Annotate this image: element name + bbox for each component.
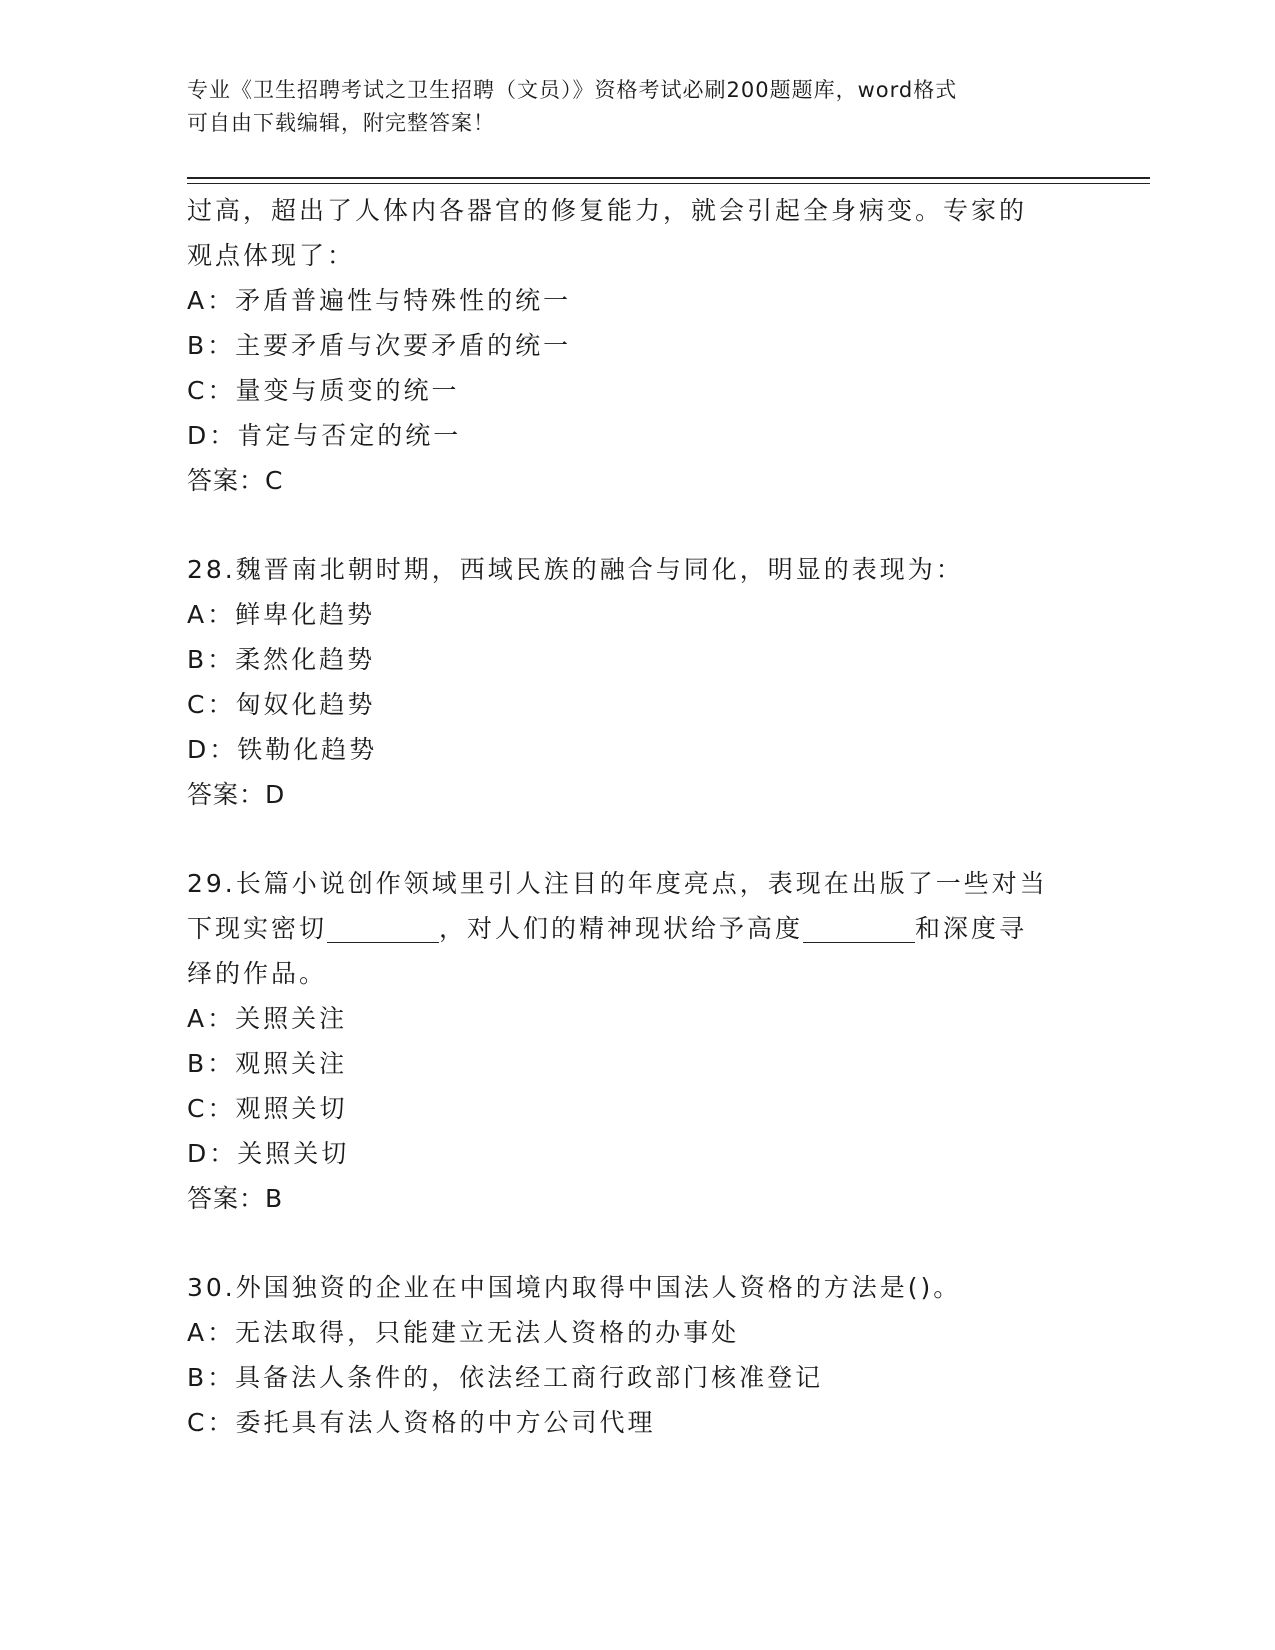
option-a: A：鲜卑化趋势: [187, 600, 376, 629]
question-list: [187, 188, 1087, 1445]
question-28: [187, 547, 1087, 817]
question-29: [187, 861, 1087, 1221]
answer-label: 答案：D: [187, 780, 286, 809]
option-b: B：主要矛盾与次要矛盾的统一: [187, 331, 572, 360]
header-subtitle-line: 可自由下载编辑，附完整答案！: [187, 111, 495, 135]
stem-text: 下现实密切: [187, 914, 328, 943]
document-header: [187, 74, 1087, 140]
question-30: [187, 1265, 1087, 1445]
answer-label: 答案：C: [187, 466, 284, 495]
question-stem: 观点体现了：: [187, 241, 356, 270]
question-27: [187, 188, 1087, 503]
question-stem: 过高，超出了人体内各器官的修复能力，就会引起全身病变。专家的: [187, 196, 1028, 225]
option-b: B：具备法人条件的，依法经工商行政部门核准登记: [187, 1363, 824, 1392]
question-stem: 绎的作品。: [187, 959, 328, 988]
question-stem: 30.外国独资的企业在中国境内取得中国法人资格的方法是()。: [187, 1273, 962, 1302]
option-d: D：铁勒化趋势: [187, 735, 378, 764]
option-b: B：观照关注: [187, 1049, 348, 1078]
fill-in-blank: [327, 912, 439, 943]
option-a: A：矛盾普遍性与特殊性的统一: [187, 286, 572, 315]
header-divider-thick: [187, 177, 1150, 179]
option-a: A：无法取得，只能建立无法人资格的办事处: [187, 1318, 740, 1347]
option-d: D：关照关切: [187, 1139, 350, 1168]
option-c: C：量变与质变的统一: [187, 376, 460, 405]
fill-in-blank: [803, 912, 915, 943]
question-stem: 28.魏晋南北朝时期，西域民族的融合与同化，明显的表现为：: [187, 555, 964, 584]
option-c: C：匈奴化趋势: [187, 690, 376, 719]
stem-text: ，对人们的精神现状给予高度: [439, 914, 804, 943]
header-title-line: 专业《卫生招聘考试之卫生招聘（文员）》资格考试必刷200题题库，word格式: [187, 78, 958, 102]
option-c: C：委托具有法人资格的中方公司代理: [187, 1408, 656, 1437]
question-stem-with-blanks: [187, 906, 1087, 951]
header-divider-thin: [187, 183, 1150, 184]
question-stem: 29.长篇小说创作领域里引人注目的年度亮点，表现在出版了一些对当: [187, 869, 1048, 898]
answer-label: 答案：B: [187, 1184, 284, 1213]
option-b: B：柔然化趋势: [187, 645, 376, 674]
option-d: D：肯定与否定的统一: [187, 421, 462, 450]
option-a: A：关照关注: [187, 1004, 348, 1033]
stem-text: 和深度寻: [915, 914, 1028, 943]
option-c: C：观照关切: [187, 1094, 348, 1123]
